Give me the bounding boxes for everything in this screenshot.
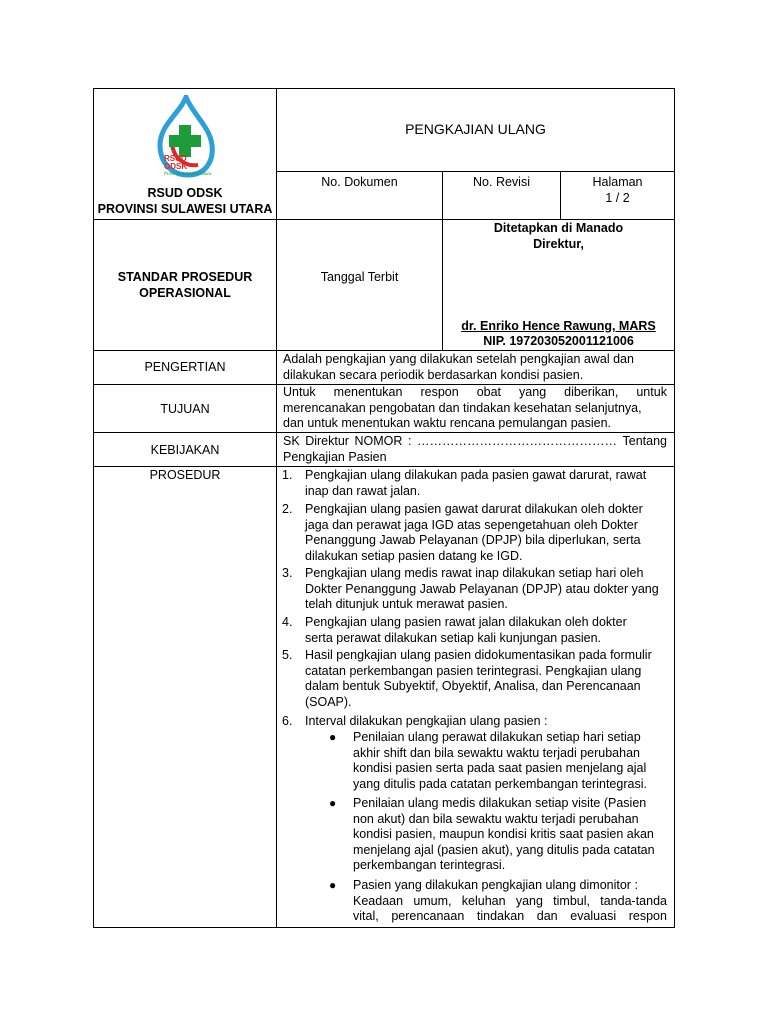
halaman-label: Halaman (592, 175, 643, 189)
halaman-value: 1 / 2 (605, 191, 630, 205)
pengertian-text: Adalah pengkajian yang dilakukan setelah pengkajian awal dan dilakukan secara periodik berdasarkan kondisi pasien. (283, 352, 634, 382)
list-item: Pengkajian ulang medis rawat inap dilakukan setiap hari oleh Dokter Penanggung Jawab Pelayanan (DPJP) atau dokter yang telah ditunjuk untuk merawat pasien. (305, 566, 659, 611)
no-dokumen-label: No. Dokumen (321, 175, 398, 189)
svg-text:Provinsi Sulawesi Utara: Provinsi Sulawesi Utara (164, 171, 212, 176)
province-name: PROVINSI SULAWESI UTARA (97, 202, 273, 216)
list-item-number: 2. (282, 502, 293, 516)
list-item-number: 3. (282, 566, 293, 580)
sub-list-item: Pasien yang dilakukan pengkajian ulang dimonitor : Keadaan umum, keluhan yang timbul, tanda-tanda vital, perencanaan tindakan dan evaluasi respon (353, 878, 667, 923)
list-item: Pengkajian ulang pasien gawat darurat dilakukan oleh dokter jaga dan perawat jaga IGD atas sepengetahuan oleh Dokter Penanggung Jawab Pelayanan (DPJP) bila diperlukan, serta dilakukan setiap pasien datang ke IGD. (305, 502, 643, 563)
tujuan-text: Untuk menentukan respon obat yang diberikan, untuk merencanakan pengobatan dan tindakan kesehatan selanjutnya, dan untuk menentukan waktu rencana pemulangan pasien. (283, 385, 667, 430)
svg-text:RSUD: RSUD (164, 154, 187, 163)
kebijakan-text: SK Direktur NOMOR : ………………………………………… Tentang Pengkajian Pasien (283, 434, 667, 464)
sub-list-item: Penilaian ulang perawat dilakukan setiap hari setiap akhir shift dan bila sewaktu waktu terjadi perubahan kondisi pasien serta pada saat pasien menjelang ajal yang ditulis pada catatan perkembangan terintegrasi. (353, 730, 647, 791)
tujuan-label: TUJUAN (160, 402, 210, 416)
signer-nip: NIP. 197203052001121006 (483, 334, 634, 348)
direktur-text: Direktur, (533, 237, 584, 251)
sub-list-item: Penilaian ulang medis dilakukan setiap visite (Pasien non akut) dan bila sewaktu waktu terjadi perubahan kondisi pasien, maupun kondisi kritis saat pasien akan menjelang ajal (pasien akut), yang ditulis pada catatan perkembangan terintegrasi. (353, 796, 655, 872)
bullet-icon: ● (329, 730, 337, 744)
document-title: PENGKAJIAN ULANG (405, 121, 546, 137)
hospital-logo (150, 95, 222, 181)
list-item: Hasil pengkajian ulang pasien didokumentasikan pada formulir catatan perkembangan pasien terintegrasi. Pengkajian ulang dalam bentuk Subyektif, Obyektif, Analisa, dan Perencanaan (SOAP). (305, 648, 652, 709)
hospital-name: RSUD ODSK (147, 186, 223, 200)
tanggal-terbit-label: Tanggal Terbit (320, 270, 399, 284)
pengertian-label: PENGERTIAN (144, 360, 226, 374)
ditetapkan-text: Ditetapkan di Manado (493, 221, 624, 235)
list-item-number: 1. (282, 468, 293, 482)
sop-label-2: OPERASIONAL (139, 286, 231, 300)
list-item: Interval dilakukan pengkajian ulang pasien : (305, 714, 548, 728)
signer-name: dr. Enriko Hence Rawung, MARS (461, 319, 656, 333)
list-item-number: 6. (282, 714, 293, 728)
list-item-number: 5. (282, 648, 293, 662)
list-item: Pengkajian ulang pasien rawat jalan dilakukan oleh dokter serta perawat dilakukan setiap kali kunjungan pasien. (305, 615, 627, 645)
sop-label-1: STANDAR PROSEDUR (117, 270, 253, 284)
kebijakan-label: KEBIJAKAN (150, 443, 220, 457)
prosedur-label: PROSEDUR (149, 468, 221, 482)
list-item-number: 4. (282, 615, 293, 629)
bullet-icon: ● (329, 878, 337, 892)
list-item: Pengkajian ulang dilakukan pada pasien gawat darurat, rawat inap dan rawat jalan. (305, 468, 647, 498)
svg-text:ODSK: ODSK (164, 162, 188, 171)
no-revisi-label: No. Revisi (473, 175, 530, 189)
bullet-icon: ● (329, 796, 337, 810)
